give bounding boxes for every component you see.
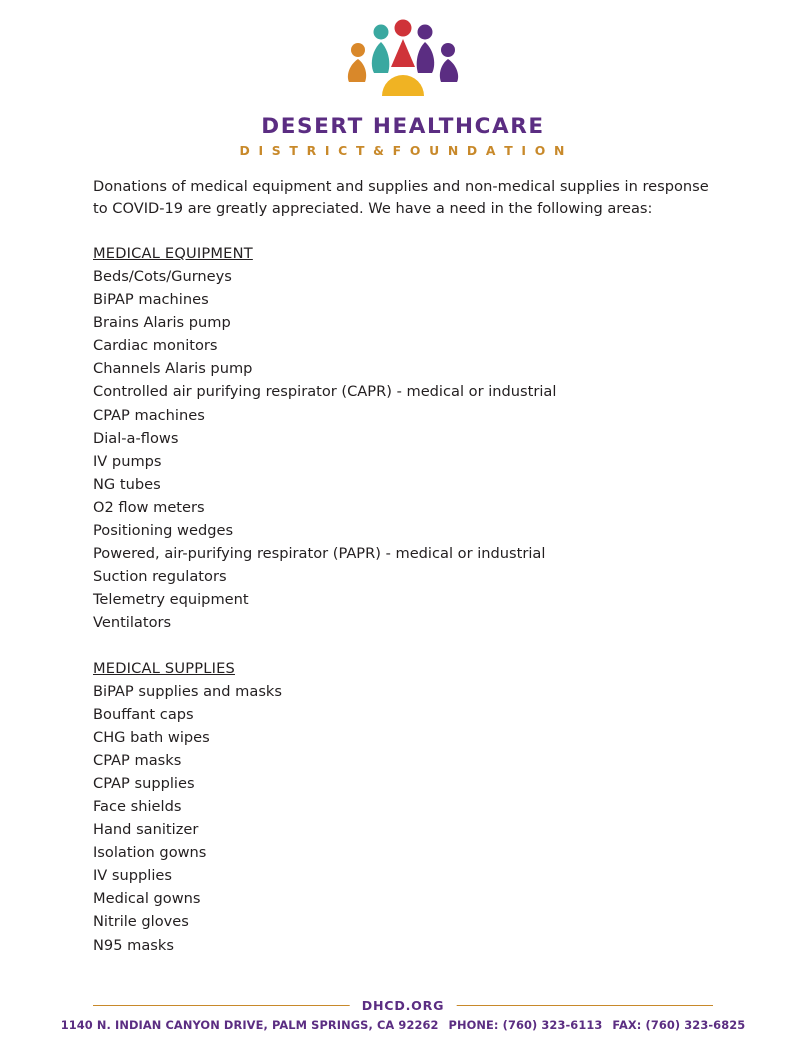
list-item: Nitrile gloves xyxy=(93,913,189,931)
intro-paragraph: Donations of medical equipment and supplies and non-medical supplies in response to COVID-19 are greatly appreciated. We have a need in the following areas: xyxy=(93,178,709,217)
footer-address-text: 1140 N. INDIAN CANYON DRIVE, PALM SPRINGS, CA 92262 xyxy=(60,1018,439,1032)
logo-title: DESERT HEALTHCARE xyxy=(261,114,545,139)
list-item: CPAP supplies xyxy=(93,774,195,792)
list-item: Isolation gowns xyxy=(93,844,207,862)
list-item: Channels Alaris pump xyxy=(93,360,253,378)
list-item: BiPAP machines xyxy=(93,291,209,309)
desert-healthcare-people-logo-icon xyxy=(318,18,488,108)
list-item: NG tubes xyxy=(93,475,161,493)
footer-phone: PHONE: (760) 323-6113 xyxy=(448,1018,603,1032)
list-item: Hand sanitizer xyxy=(93,821,199,839)
section-heading-medical-equipment: MEDICAL EQUIPMENT xyxy=(93,245,253,262)
list-item: BiPAP supplies and masks xyxy=(93,682,282,700)
list-item: IV pumps xyxy=(93,452,162,470)
list-item: Powered, air-purifying respirator (PAPR) - medical or industrial xyxy=(93,545,546,563)
list-medical-equipment xyxy=(93,265,733,635)
list-item: Bouffant caps xyxy=(93,705,194,723)
list-item: Brains Alaris pump xyxy=(93,314,231,332)
list-item: IV supplies xyxy=(93,867,172,885)
list-item: Controlled air purifying respirator (CAPR) - medical or industrial xyxy=(93,383,557,401)
footer-fax: FAX: (760) 323-6825 xyxy=(612,1018,746,1032)
footer-contact-line xyxy=(0,1018,806,1032)
document-content xyxy=(93,176,733,957)
list-item: O2 flow meters xyxy=(93,498,205,516)
page-footer xyxy=(0,998,806,1032)
list-item: CPAP machines xyxy=(93,406,205,424)
list-item: Cardiac monitors xyxy=(93,337,218,355)
list-item: Suction regulators xyxy=(93,568,227,586)
list-item: Face shields xyxy=(93,797,182,815)
list-item: CHG bath wipes xyxy=(93,728,210,746)
logo-subtitle: D I S T R I C T & F O U N D A T I O N xyxy=(239,143,567,158)
list-item: N95 masks xyxy=(93,936,174,954)
footer-website[interactable]: DHCD.ORG xyxy=(350,998,457,1013)
section-medical-equipment xyxy=(93,242,733,635)
list-item: Ventilators xyxy=(93,614,172,632)
list-item: Telemetry equipment xyxy=(93,591,249,609)
list-medical-supplies xyxy=(93,680,733,957)
list-item: Dial-a-flows xyxy=(93,429,179,447)
list-item: Positioning wedges xyxy=(93,522,234,540)
list-item: Medical gowns xyxy=(93,890,201,908)
logo-block xyxy=(0,0,806,158)
list-item: CPAP masks xyxy=(93,751,182,769)
section-medical-supplies xyxy=(93,657,733,957)
section-heading-medical-supplies: MEDICAL SUPPLIES xyxy=(93,659,235,677)
footer-divider-wrap xyxy=(0,998,806,1012)
list-item: Beds/Cots/Gurneys xyxy=(93,268,232,285)
